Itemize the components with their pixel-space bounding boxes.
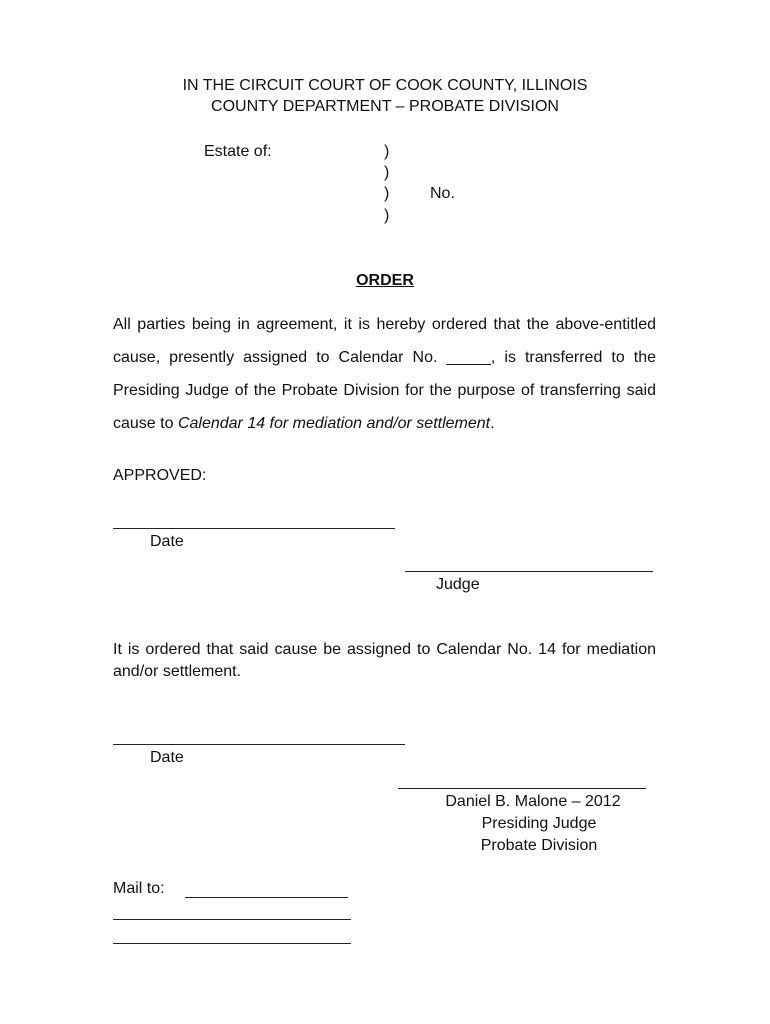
caption-paren: ) — [384, 164, 390, 181]
date-signature-line[interactable] — [113, 528, 395, 529]
presiding-judge-signature-line[interactable] — [398, 788, 646, 789]
department-name: COUNTY DEPARTMENT – PROBATE DIVISION — [211, 98, 559, 115]
judge-label: Judge — [436, 576, 480, 593]
mail-address-line[interactable] — [113, 943, 351, 944]
judge-signature-line[interactable] — [405, 571, 653, 572]
order-paragraph-transfer — [113, 308, 656, 440]
transfer-end: . — [490, 415, 495, 432]
caption-paren: ) — [384, 207, 390, 224]
court-name: IN THE CIRCUIT COURT OF COOK COUNTY, ILLINOIS — [182, 77, 588, 94]
estate-label: Estate of: — [204, 143, 272, 160]
order-title: ORDER — [356, 272, 414, 289]
caption-paren: ) — [384, 185, 390, 202]
transfer-text: All parties being in agreement, it is hereby ordered that the above-entitled cause, presently assigned to Calendar No. _____, is transferred to the Presiding Judge of the Probate Division for the purpose of transferring said cause to — [113, 316, 656, 432]
date-label: Date — [150, 533, 184, 550]
mail-to-label: Mail to: — [113, 880, 165, 897]
caption-paren: ) — [384, 143, 390, 160]
approved-label: APPROVED: — [113, 467, 207, 484]
date-signature-line[interactable] — [113, 744, 405, 745]
mail-address-line[interactable] — [113, 919, 351, 920]
transfer-destination: Calendar 14 for mediation and/or settlement — [177, 415, 491, 432]
signer-division: Probate Division — [480, 837, 598, 854]
signer-name: Daniel B. Malone – 2012 — [445, 793, 621, 810]
order-paragraph-assignment: It is ordered that said cause be assigned to Calendar No. 14 for mediation and/or settlement. — [113, 641, 656, 680]
signer-title: Presiding Judge — [481, 815, 597, 832]
mail-to-line[interactable] — [185, 897, 348, 898]
case-number-label: No. — [430, 185, 455, 202]
date-label: Date — [150, 749, 184, 766]
